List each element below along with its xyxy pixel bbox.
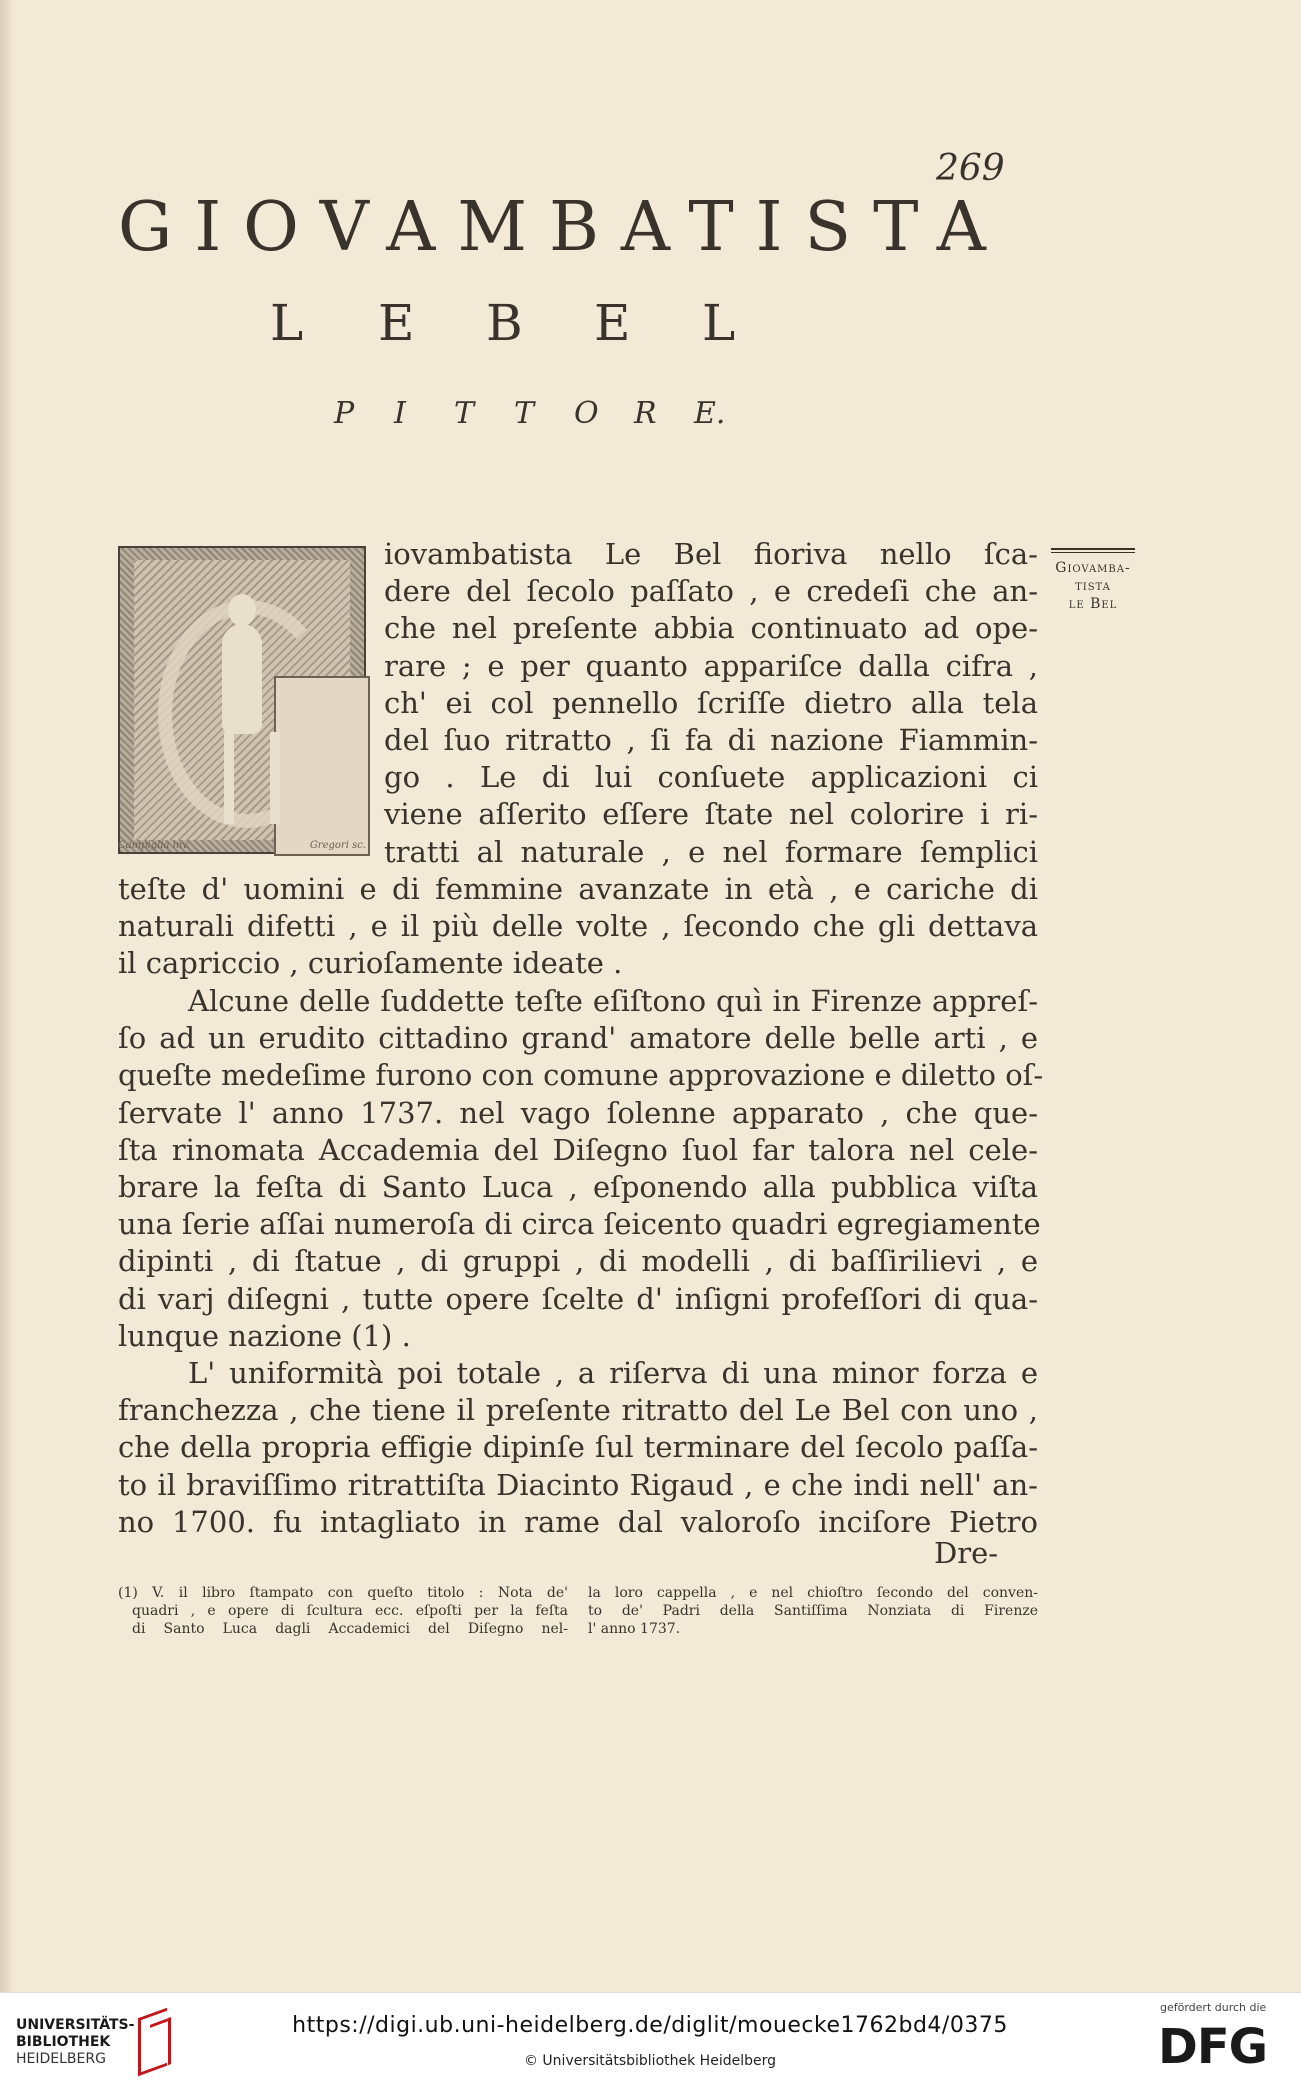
- text-line: teſte d' uomini e di femmine avanzate in età , e cariche di: [118, 872, 1038, 906]
- text-line: L' uniformità poi totale , a riſerva di una minor forza e: [188, 1356, 1038, 1390]
- marginal-rule: [1051, 548, 1135, 553]
- text-line: to il braviſſimo ritrattiſta Diacinto Rigaud , e che indi nell' an-: [118, 1467, 1038, 1502]
- allegorical-figure: [212, 594, 272, 824]
- paragraph-2: [118, 983, 1044, 1355]
- text-line: iovambatista Le Bel fioriva nello ſca-: [384, 537, 1038, 571]
- plate-caption-left: Campiglia inv.: [118, 840, 190, 851]
- title-profession: [334, 396, 754, 431]
- text-line: dipinti , di ſtatue , di gruppi , di modelli , di baſſirilievi , e: [118, 1244, 1038, 1279]
- footnote-line: la loro cappella , e nel chioſtro ſecondo del conven-: [588, 1585, 1038, 1601]
- text-line: che nel preſente abbia continuato ad ope-: [384, 611, 1038, 646]
- text-line: ch' ei col pennello ſcriſſe dietro alla tela: [384, 685, 1038, 720]
- paragraph-3: [118, 1355, 1038, 1541]
- footnote-line: quadri , e opere di ſcultura ecc. eſpoſti per la feſta: [132, 1603, 568, 1619]
- title-letter: L: [270, 294, 304, 352]
- text-line: ſervate l' anno 1737. nel vago ſolenne apparato , che que-: [118, 1095, 1038, 1130]
- text-line: naturali difetti , e il più delle volte , ſecondo che gli dettava: [118, 909, 1038, 944]
- text-line: franchezza , che tiene il preſente ritratto del Le Bel con uno ,: [118, 1393, 1038, 1428]
- text-line: lunque nazione (1) .: [118, 1318, 411, 1353]
- title-letter: T: [454, 396, 475, 431]
- page-title: GIOVAMBATISTA: [118, 188, 1008, 267]
- text-line: Alcune delle ſuddette teſte eſiſtono quì in Firenze appreſ-: [188, 984, 1038, 1018]
- paragraph-1-continuation: [118, 871, 1038, 983]
- library-name-line: BIBLIOTHEK: [16, 2034, 111, 2050]
- marginal-note-line: tista: [1075, 578, 1111, 594]
- text-line: ſo ad un erudito cittadino grand' amatore delle belle arti , e: [118, 1021, 1038, 1056]
- catchword: Dre-: [934, 1536, 999, 1570]
- text-line: tratti al naturale , e nel formare ſemplici: [384, 834, 1038, 869]
- title-letter: E: [378, 294, 415, 352]
- footnote-line: to de' Padri della Santiſſima Nonziata di Firenze: [588, 1603, 1038, 1619]
- text-line: no 1700. fu intagliato in rame dal valoroſo inciſore Pietro: [118, 1504, 1038, 1539]
- opening-paragraph: [384, 536, 1038, 871]
- title-letter: R: [634, 396, 657, 431]
- text-line: il capriccio , curioſamente ideate .: [118, 946, 623, 981]
- marginal-note: [1040, 548, 1146, 613]
- pedestal-shape: [274, 676, 370, 856]
- plate-background: [134, 560, 350, 840]
- text-line: go . Le di lui conſuete applicazioni ci: [384, 760, 1038, 795]
- page-number: 269: [936, 148, 1005, 189]
- viewer-footer: [0, 1992, 1301, 2092]
- footnote-line: (1) V. il libro ſtampato con queſto titolo : Nota de': [118, 1585, 568, 1601]
- text-line: di varj diſegni , tutte opere ſcelte d' inſigni profeſſori di qua-: [118, 1281, 1038, 1316]
- text-line: queſte medeſime furono con comune approvazione e diletto oſ-: [118, 1058, 1044, 1093]
- title-letter: B: [486, 294, 523, 352]
- text-line: una ſerie aſſai numeroſa di circa ſeicento quadri egregiamente: [118, 1207, 1041, 1242]
- permalink[interactable]: https://digi.ub.uni-heidelberg.de/diglit/mouecke1762bd4/0375: [292, 2013, 1008, 2038]
- plate-caption: [118, 840, 366, 851]
- text-line: che della propria effigie dipinſe ſul terminare del ſecolo paſſa-: [118, 1430, 1038, 1465]
- title-letter: E.: [694, 396, 726, 431]
- marginal-note-line: Giovamba-: [1055, 560, 1131, 576]
- engraved-initial-plate: [118, 546, 366, 854]
- library-name-line: UNIVERSITÄTS-: [16, 2017, 135, 2033]
- copyright-notice: © Universitätsbibliothek Heidelberg: [523, 2053, 776, 2069]
- footnotes: [118, 1584, 1038, 1638]
- text-line: rare ; e per quanto appariſce dalla cifra ,: [384, 648, 1038, 683]
- text-line: ſta rinomata Accademia del Diſegno ſuol far talora nel cele-: [118, 1132, 1038, 1167]
- plate-caption-right: Gregori sc.: [309, 840, 366, 851]
- title-letter: L: [702, 294, 736, 352]
- text-line: viene aſſerito eſſere ſtate nel colorire i ri-: [384, 797, 1038, 832]
- footnote-left-column: [118, 1584, 568, 1638]
- footnote-right-column: [588, 1584, 1038, 1638]
- title-letter: O: [574, 396, 599, 431]
- text-line: dere del ſecolo paſſato , e credeſi che an-: [384, 574, 1038, 609]
- text-line: del ſuo ritratto , ſi fa di nazione Fiammin-: [384, 722, 1038, 757]
- text-line: brare la feſta di Santo Luca , eſponendo alla pubblica viſta: [118, 1169, 1038, 1204]
- funding-label: gefördert durch die: [1160, 2001, 1267, 2014]
- footnote-line: l' anno 1737.: [588, 1621, 681, 1637]
- library-mark-icon: [130, 2007, 178, 2071]
- library-name-line: HEIDELBERG: [16, 2051, 106, 2067]
- title-letter: P: [334, 396, 355, 431]
- title-letter: I: [394, 396, 406, 431]
- title-letter: T: [514, 396, 535, 431]
- title-surname: [270, 294, 970, 352]
- dfg-logo[interactable]: DFG: [1158, 2019, 1268, 2075]
- title-letter: E: [594, 294, 631, 352]
- footnote-line: di Santo Luca dagli Accademici del Diſegno nel-: [132, 1621, 568, 1637]
- marginal-note-line: le Bel: [1068, 596, 1118, 612]
